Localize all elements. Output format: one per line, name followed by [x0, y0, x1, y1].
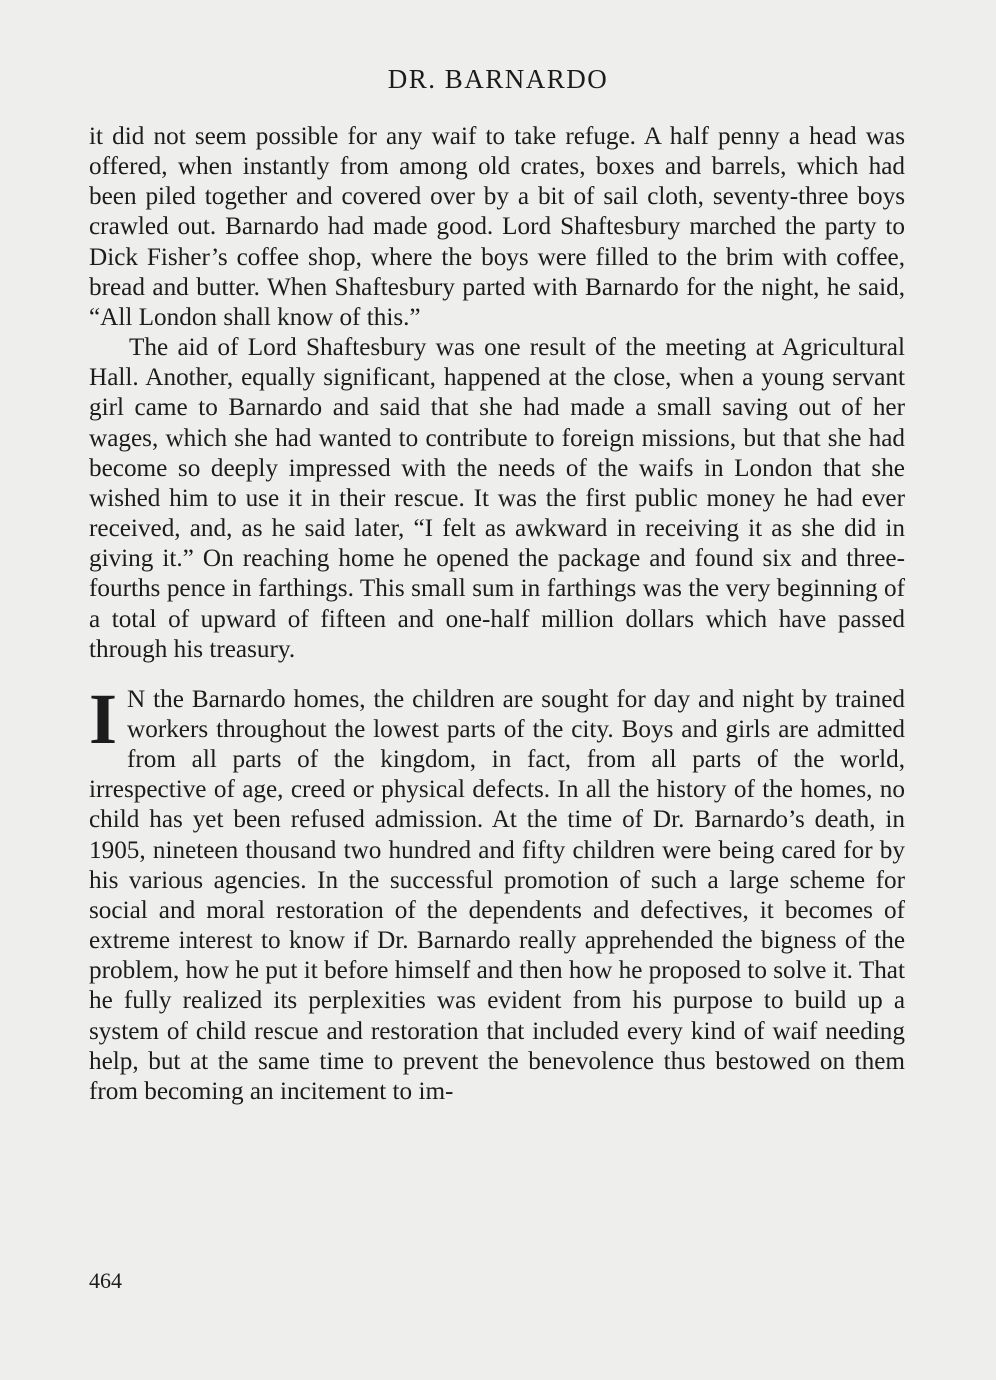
paragraph-barnardo-homes [89, 678, 905, 1107]
body-text [89, 122, 905, 1107]
page-number: 464 [89, 1268, 122, 1293]
paragraph-barnardo-homes-text: N the Barnardo homes, the children are sought for day and night by trained workers throughout the lowest parts of the city. Boys and girls are admitted from all parts of the kingdom, in fact, from all parts of the world, irrespective of age, creed or physical defects. In all the history of the homes, no child has yet been refused admission. At the time of Dr. Barnardo’s death, in 1905, nineteen thousand two hundred and fifty children were being cared for by his various agencies. In the successful promotion of such a large scheme for social and moral restoration of the dependents and defectives, it becomes of extreme interest to know if Dr. Barnardo really apprehended the bigness of the problem, how he put it before himself and then how he proposed to solve it. That he fully realized its perplexities was evident from his purpose to build up a system of child rescue and restoration that included every kind of waif needing help, but at the same time to prevent the benevolence thus bestowed on them from becoming an incitement to im- [89, 685, 905, 1105]
drop-cap: I [89, 678, 118, 759]
paragraph-shaftesbury-rescue: it did not seem possible for any waif to take refuge. A half penny a head was offered, when instantly from among old crates, boxes and barrels, which had been piled together and covered over by a bit of sail cloth, seventy-three boys crawled out. Barnardo had made good. Lord Shaftesbury marched the party to Dick Fisher’s coffee shop, where the boys were filled to the brim with coffee, bread and butter. When Shaftesbury parted with Barnardo for the night, he said, “All London shall know of this.” [89, 123, 905, 331]
running-head: DR. BARNARDO [387, 64, 609, 94]
paragraph-servant-girl-gift: The aid of Lord Shaftesbury was one result of the meeting at Agricultural Hall. Another, equally significant, happened at the close, when a young servant girl came to Barnardo and said that she had made a small saving out of her wages, which she had wanted to contribute to foreign missions, but that she had become so deeply impressed with the needs of the waifs in London that she wished him to use it in their rescue. It was the first public money he had ever received, and, as he said later, “I felt as awkward in receiving it as she did in giving it.” On reaching home he opened the package and found six and three-fourths pence in farthings. This small sum in farthings was the very beginning of a total of upward of fifteen and one-half million dollars which have passed through his treasury. [89, 334, 905, 663]
